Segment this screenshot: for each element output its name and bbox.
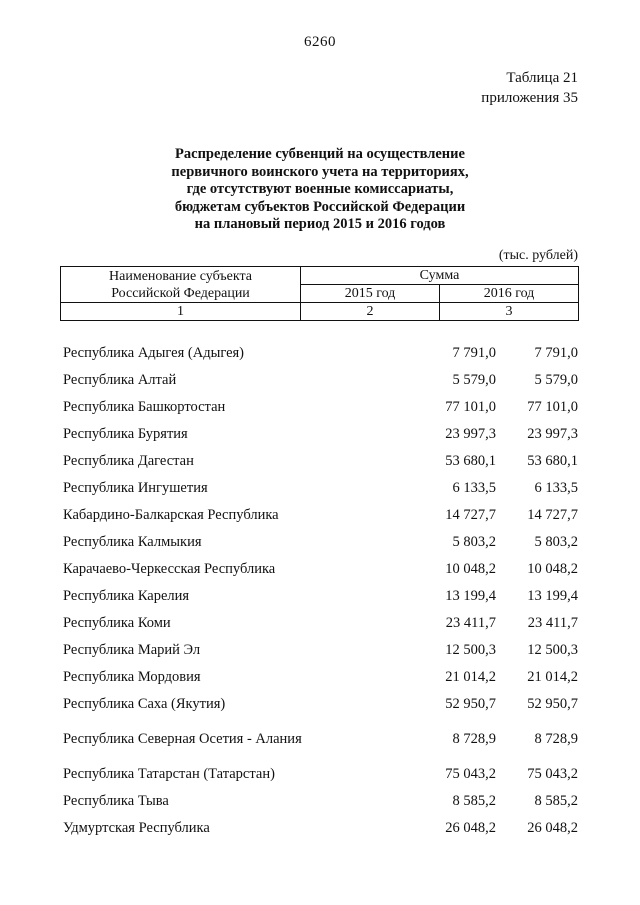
region-name: Республика Бурятия (63, 426, 188, 442)
table-row (63, 475, 578, 502)
table-row (63, 421, 578, 448)
value-2015: 53 680,1 (445, 453, 496, 469)
value-2015: 6 133,5 (452, 480, 496, 496)
region-name: Республика Тыва (63, 793, 169, 809)
value-2016: 5 803,2 (534, 534, 578, 550)
value-2016: 14 727,7 (527, 507, 578, 523)
data-rows (63, 340, 578, 842)
region-name: Республика Саха (Якутия) (63, 696, 226, 712)
region-name: Республика Мордовия (63, 669, 201, 685)
table-row (63, 718, 578, 761)
table-row (63, 556, 578, 583)
table-row (63, 788, 578, 815)
value-2015: 26 048,2 (445, 820, 496, 836)
table-row (63, 761, 578, 788)
region-name: Республика Татарстан (Татарстан) (63, 766, 275, 782)
value-2015: 52 950,7 (445, 696, 496, 712)
value-2016: 6 133,5 (534, 480, 578, 496)
value-2016: 75 043,2 (527, 766, 578, 782)
table-row (63, 637, 578, 664)
value-2016: 7 791,0 (534, 345, 578, 361)
value-2016: 23 411,7 (527, 615, 578, 631)
region-name: Республика Алтай (63, 372, 177, 388)
title-line-4: бюджетам субъектов Российской Федерации (174, 198, 466, 215)
header-year-2015: 2015 год (301, 285, 440, 303)
value-2016: 8 728,9 (534, 731, 578, 747)
value-2015: 21 014,2 (445, 669, 496, 685)
value-2015: 13 199,4 (445, 588, 496, 604)
page-number: 6260 (304, 34, 336, 50)
value-2015: 77 101,0 (445, 399, 496, 415)
header-year-2016: 2016 год (440, 285, 579, 303)
value-2015: 23 997,3 (445, 426, 496, 442)
header-col-number-2: 2 (301, 303, 440, 321)
value-2015: 14 727,7 (445, 507, 496, 523)
table-row (63, 691, 578, 718)
region-name: Республика Северная Осетия - Алания (63, 731, 302, 747)
value-2015: 5 803,2 (452, 534, 496, 550)
region-name: Удмуртская Республика (63, 820, 210, 836)
value-2015: 5 579,0 (452, 372, 496, 388)
table-row (63, 340, 578, 367)
table-row (63, 502, 578, 529)
table-row (63, 367, 578, 394)
table-row (63, 394, 578, 421)
value-2016: 52 950,7 (527, 696, 578, 712)
table-row (63, 529, 578, 556)
header-name-cell (61, 267, 301, 303)
value-2016: 13 199,4 (527, 588, 578, 604)
units-label: (тыс. рублей) (498, 248, 578, 263)
title-line-5: на плановый период 2015 и 2016 годов (194, 216, 446, 232)
value-2015: 8 728,9 (452, 731, 496, 747)
value-2016: 12 500,3 (527, 642, 578, 658)
value-2016: 8 585,2 (534, 793, 578, 809)
header-col-number-3: 3 (440, 303, 579, 321)
value-2016: 77 101,0 (527, 399, 578, 415)
header-name-line2: Российской Федерации (111, 285, 250, 301)
region-name: Республика Ингушетия (63, 480, 208, 496)
table-row (63, 664, 578, 691)
title-line-1: Распределение субвенций на осуществление (175, 146, 465, 162)
value-2016: 53 680,1 (527, 453, 578, 469)
region-name: Республика Марий Эл (63, 642, 201, 658)
region-name: Карачаево-Черкесская Республика (63, 561, 276, 577)
value-2015: 75 043,2 (445, 766, 496, 782)
value-2015: 23 411,7 (445, 615, 496, 631)
header-col-number-1: 1 (61, 303, 301, 321)
region-name: Республика Карелия (63, 588, 190, 604)
region-name: Республика Адыгея (Адыгея) (63, 345, 245, 361)
region-name: Кабардино-Балкарская Республика (63, 507, 279, 523)
region-name: Республика Башкортостан (63, 399, 226, 415)
header-name-line1: Наименование субъекта (109, 268, 252, 284)
region-name: Республика Калмыкия (63, 534, 202, 550)
value-2015: 12 500,3 (445, 642, 496, 658)
table-row (63, 448, 578, 475)
value-2015: 8 585,2 (452, 793, 496, 809)
title-line-2: первичного воинского учета на территориях, (171, 163, 469, 180)
document-title (60, 146, 580, 234)
table-header (60, 266, 579, 321)
value-2016: 26 048,2 (527, 820, 578, 836)
value-2015: 7 791,0 (452, 345, 496, 361)
value-2016: 10 048,2 (527, 561, 578, 577)
table-row (63, 583, 578, 610)
region-name: Республика Дагестан (63, 453, 194, 469)
value-2016: 23 997,3 (527, 426, 578, 442)
table-row (63, 815, 578, 842)
title-line-3: где отсутствуют военные комиссариаты, (186, 181, 454, 197)
table-reference (481, 68, 578, 108)
value-2016: 21 014,2 (527, 669, 578, 685)
table-reference-line2: приложения 35 (481, 90, 578, 106)
value-2015: 10 048,2 (445, 561, 496, 577)
header-sum-cell: Сумма (301, 267, 579, 285)
table-reference-line1: Таблица 21 (506, 70, 578, 86)
region-name: Республика Коми (63, 615, 171, 631)
table-row (63, 610, 578, 637)
value-2016: 5 579,0 (534, 372, 578, 388)
